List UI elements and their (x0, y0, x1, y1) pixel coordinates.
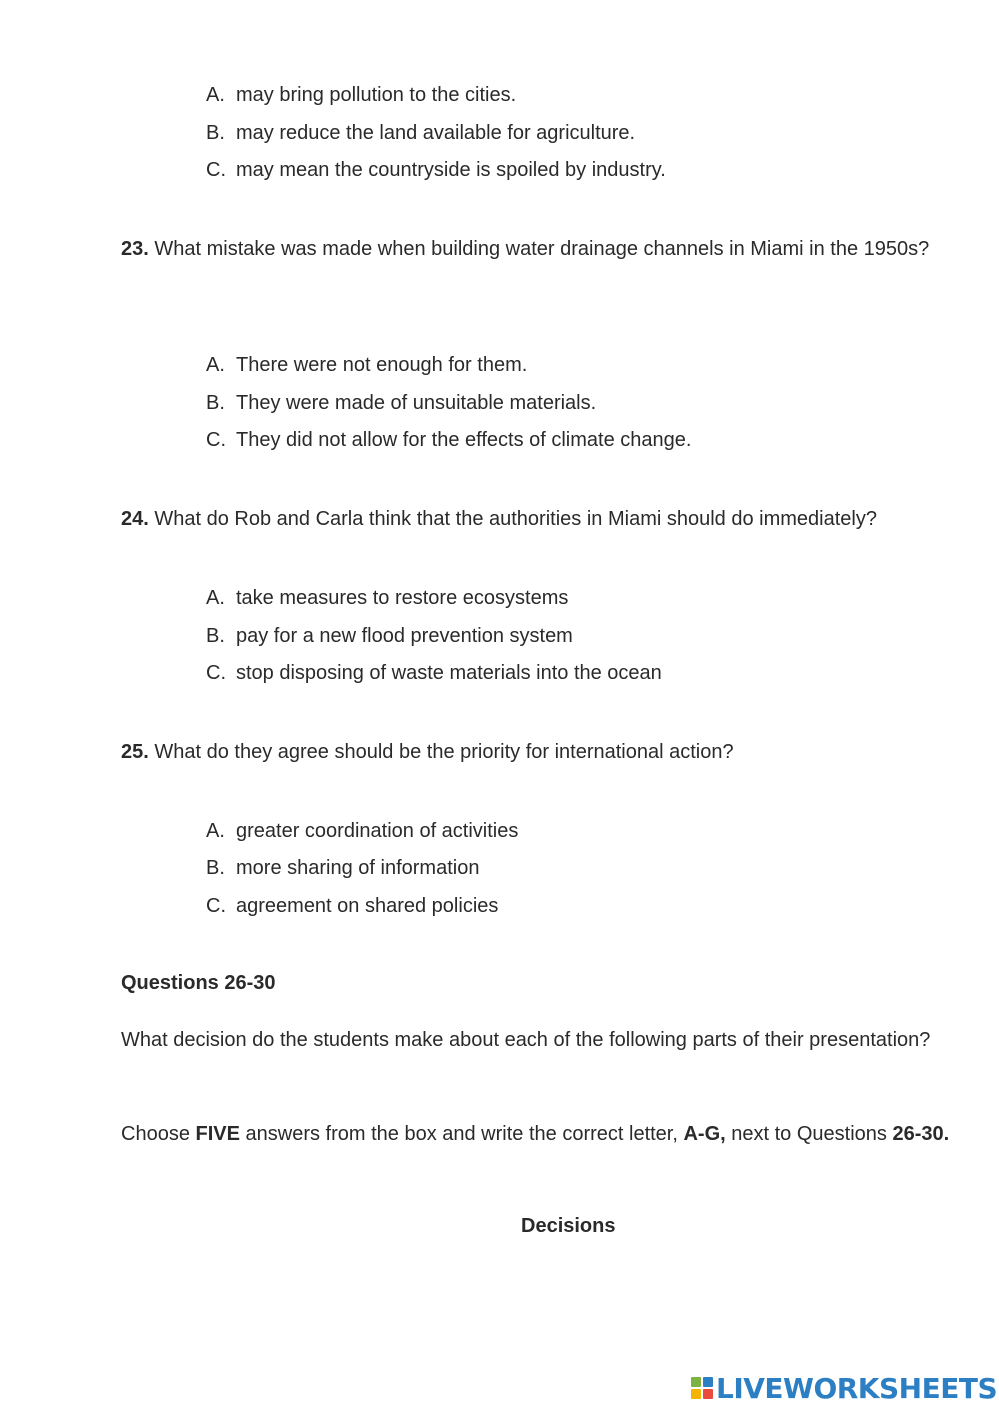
option-letter: A. (206, 820, 225, 842)
option-letter: B. (206, 625, 225, 647)
question-23 (121, 230, 961, 268)
instruction-text: answers from the box and write the correct letter, (239, 1123, 684, 1145)
instruction-text: Choose (121, 1123, 196, 1145)
q24-option-b (206, 625, 573, 648)
question-number: 25. (121, 741, 149, 763)
q25-option-b (206, 857, 479, 880)
instruction-text: next to Questions (725, 1123, 893, 1145)
option-text: They did not allow for the effects of climate change. (236, 429, 692, 451)
question-text: What mistake was made when building water drainage channels in Miami in the 1950s? (148, 238, 930, 260)
q25-option-a (206, 820, 518, 843)
question-text: What do Rob and Carla think that the authorities in Miami should do immediately? (148, 508, 877, 530)
question-25 (121, 733, 961, 771)
option-text: may reduce the land available for agriculture. (236, 122, 636, 144)
question-number: 24. (121, 508, 149, 530)
q25-option-c (206, 895, 498, 918)
section-heading: Questions 26-30 (121, 972, 276, 994)
q24-option-a (206, 587, 568, 610)
option-letter: C. (206, 429, 226, 451)
question-number: 23. (121, 238, 149, 260)
option-text: more sharing of information (236, 857, 480, 879)
q22-option-c (206, 159, 666, 182)
option-letter: C. (206, 662, 226, 684)
logo-blocks-icon (691, 1377, 713, 1399)
logo-text: LIVEWORKSHEETS (716, 1371, 998, 1405)
decisions-box-title: Decisions (521, 1215, 616, 1237)
section-instruction (121, 1115, 961, 1153)
option-letter: B. (206, 122, 225, 144)
q24-option-c (206, 662, 662, 685)
q23-option-c (206, 429, 691, 452)
option-text: There were not enough for them. (236, 354, 528, 376)
question-24 (121, 500, 961, 538)
instruction-bold: 26-30. (892, 1123, 950, 1145)
option-letter: A. (206, 354, 225, 376)
option-text: pay for a new flood prevention system (236, 625, 573, 647)
q22-option-a (206, 84, 516, 107)
option-text: may bring pollution to the cities. (236, 84, 517, 106)
option-text: agreement on shared policies (236, 895, 499, 917)
q22-option-b (206, 122, 635, 145)
q23-option-b (206, 392, 596, 415)
option-letter: A. (206, 587, 225, 609)
instruction-bold: FIVE (195, 1123, 240, 1145)
option-letter: C. (206, 895, 226, 917)
instruction-bold: A-G, (683, 1123, 726, 1145)
option-letter: B. (206, 857, 225, 879)
option-text: take measures to restore ecosystems (236, 587, 569, 609)
liveworksheets-logo (691, 1372, 997, 1404)
option-letter: C. (206, 159, 226, 181)
question-text: What do they agree should be the priority for international action? (148, 741, 734, 763)
option-text: stop disposing of waste materials into the ocean (236, 662, 662, 684)
option-text: They were made of unsuitable materials. (236, 392, 597, 414)
q23-option-a (206, 354, 527, 377)
section-prompt: What decision do the students make about each of the following parts of their presentation? (121, 1029, 931, 1051)
option-letter: B. (206, 392, 225, 414)
option-letter: A. (206, 84, 225, 106)
option-text: may mean the countryside is spoiled by industry. (236, 159, 666, 181)
option-text: greater coordination of activities (236, 820, 519, 842)
